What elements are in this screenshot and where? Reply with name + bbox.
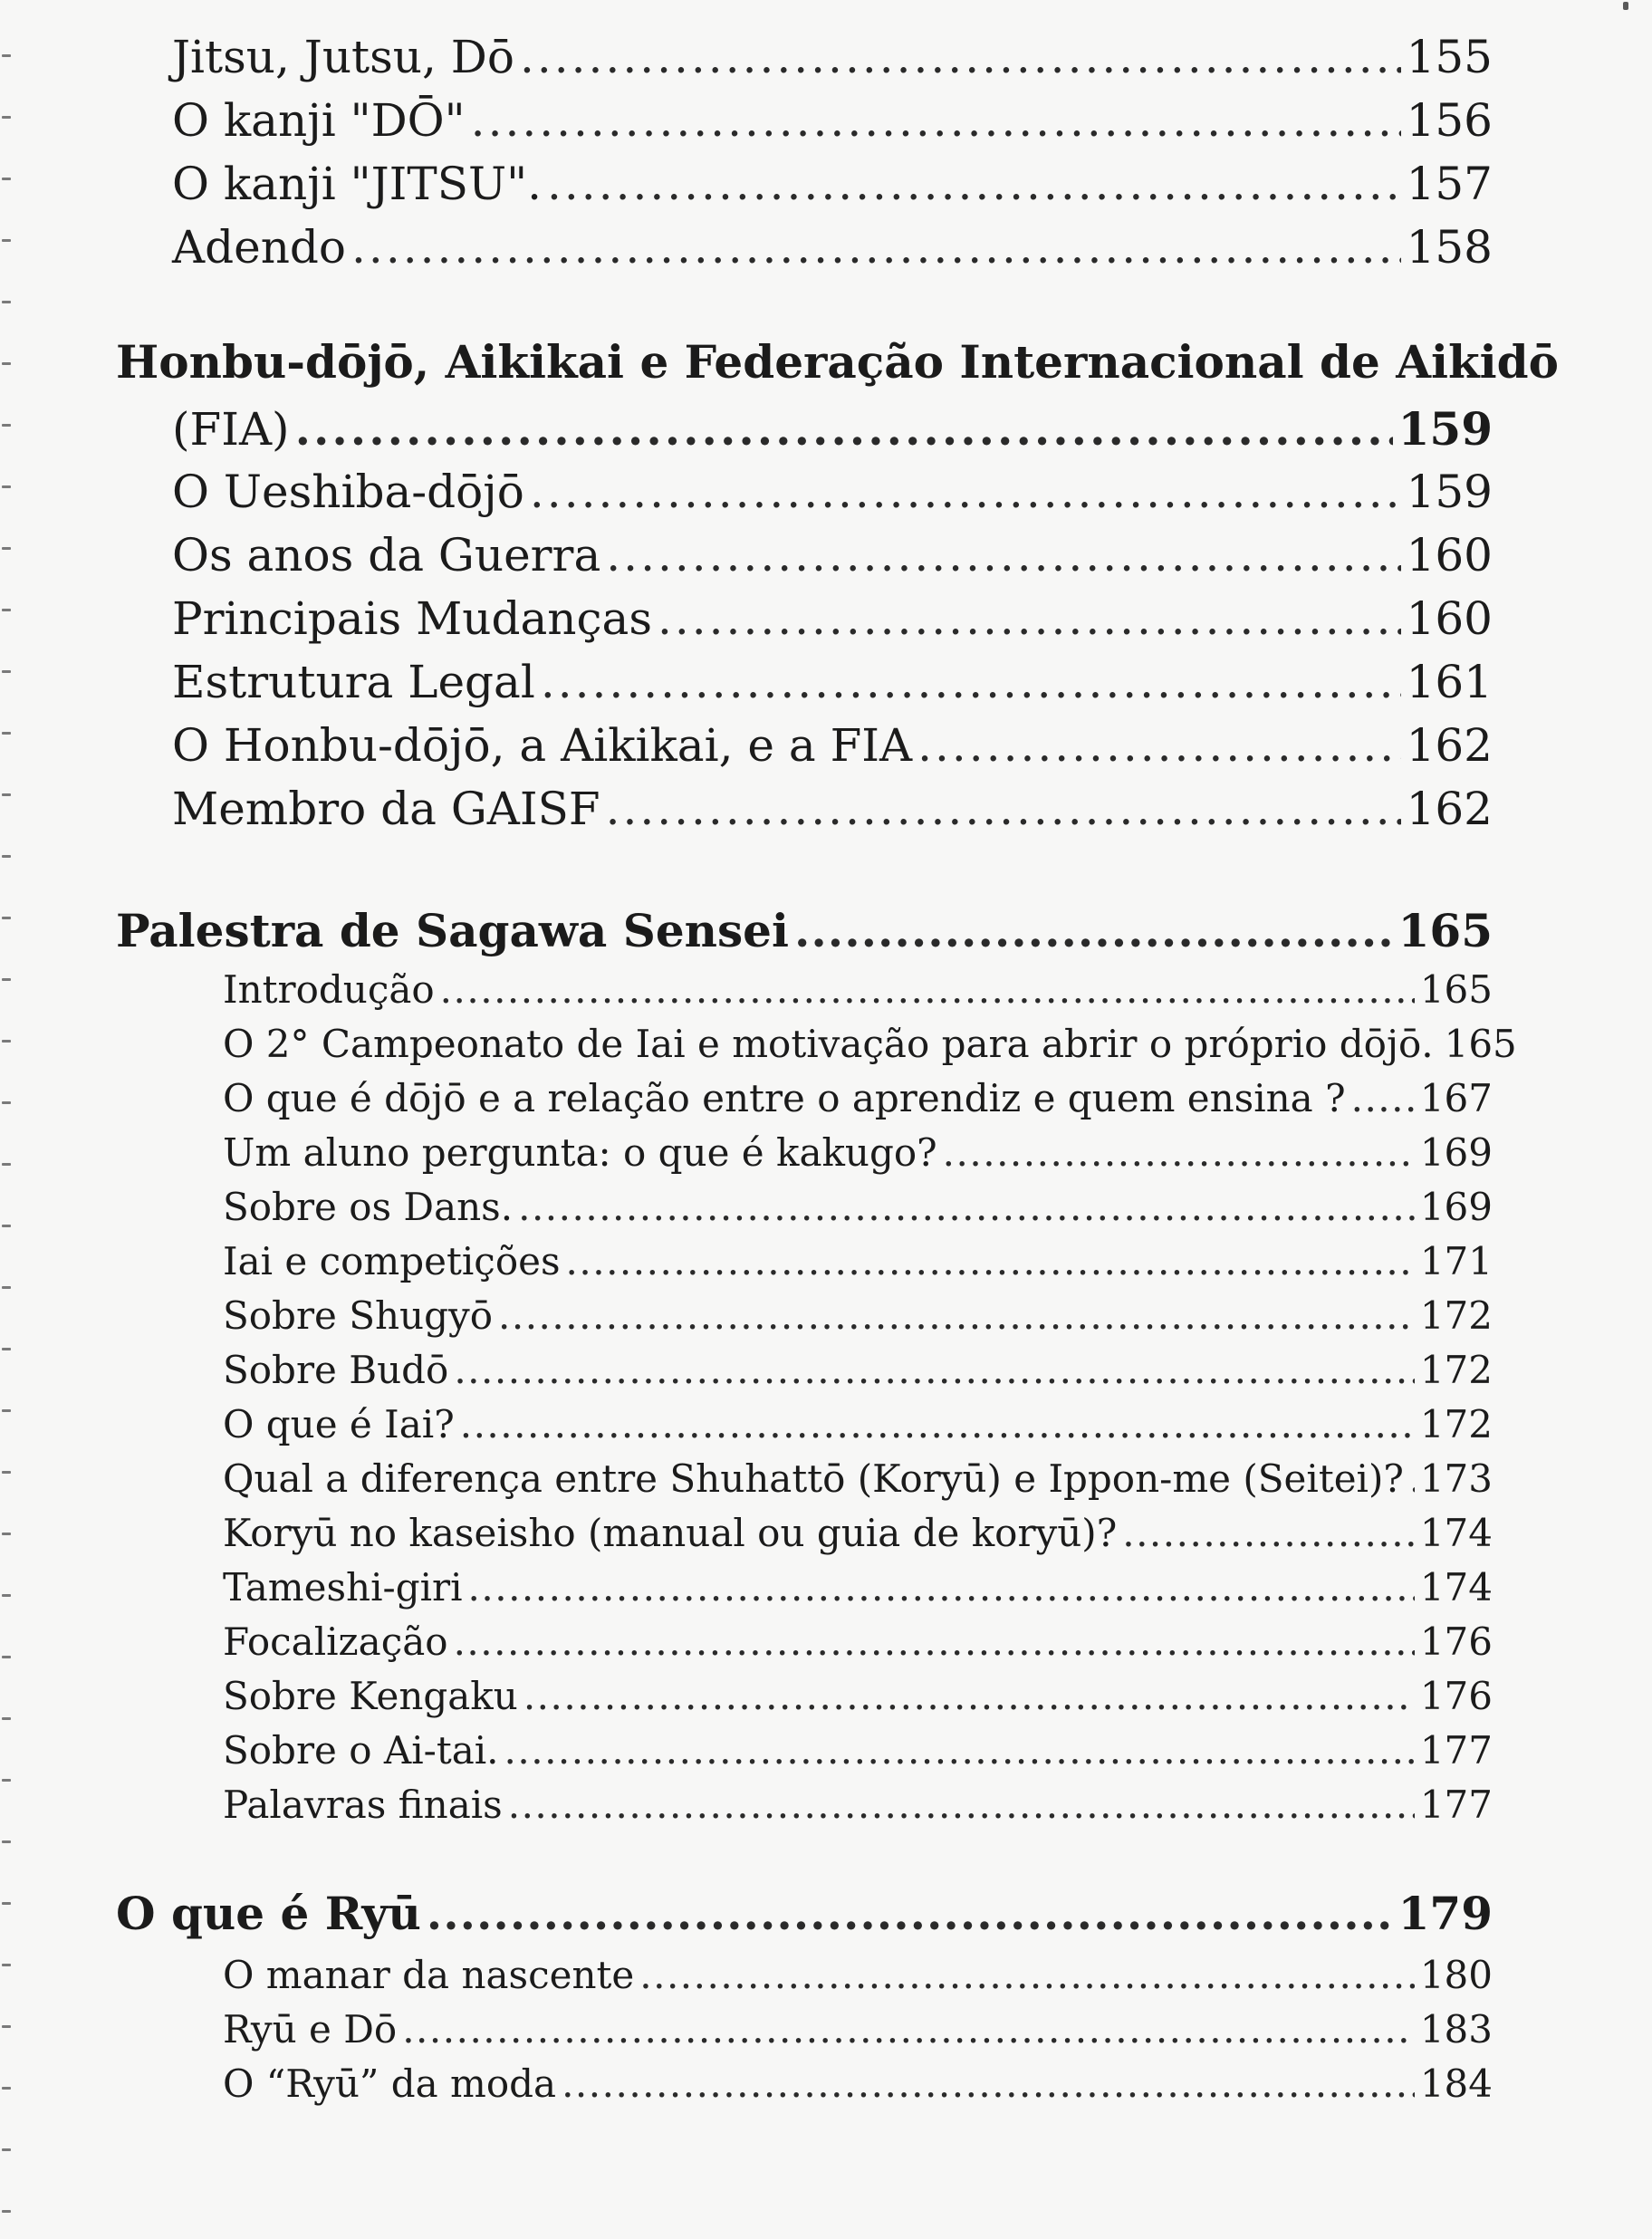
toc-entry-title: Jitsu, Jutsu, Dō: [172, 31, 514, 83]
leader-dots: [541, 656, 1401, 708]
toc-entry-title: Adendo: [172, 221, 347, 274]
leader-dots: [1409, 1456, 1415, 1501]
toc-entry-page: 180: [1419, 1953, 1493, 1997]
leader-dots: [530, 466, 1401, 518]
toc-entry-title: O kanji "JITSU".: [172, 158, 543, 210]
toc-entry-title: Qual a diferença entre Shuhattō (Koryū) e Ippon-me (Seitei)?: [223, 1456, 1404, 1501]
toc-entry-title: Principais Mudanças: [172, 592, 652, 645]
leader-dots: [606, 783, 1401, 835]
toc-entry-page: 183: [1419, 2007, 1493, 2052]
toc-entry[interactable]: [172, 783, 1493, 835]
toc-entry-title: Introdução: [223, 967, 435, 1012]
toc-entry[interactable]: [223, 1511, 1493, 1555]
toc-entry[interactable]: [172, 592, 1493, 645]
leader-dots: [427, 1887, 1393, 1940]
toc-entry-page: 177: [1419, 1728, 1493, 1773]
toc-entry[interactable]: [172, 221, 1493, 274]
section-heading-sagawa[interactable]: [116, 904, 1493, 957]
toc-entry[interactable]: [172, 158, 1493, 210]
toc-entry-page: 174: [1419, 1565, 1493, 1610]
leader-dots: [943, 1130, 1415, 1175]
leader-dots: [454, 1348, 1415, 1392]
toc-entry[interactable]: [223, 2007, 1493, 2052]
toc-entry-page: 159: [1406, 466, 1493, 518]
toc-entry-page: 172: [1419, 1293, 1493, 1338]
toc-entry[interactable]: [172, 529, 1493, 581]
toc-entry-title: Sobre o Ai-tai.: [223, 1728, 499, 1773]
toc-entry-title: Os anos da Guerra: [172, 529, 601, 581]
toc-entry-title: O Honbu-dōjō, a Aikikai, e a FIA: [172, 719, 913, 772]
toc-entry-page: 176: [1419, 1674, 1493, 1718]
toc-entry-page: 155: [1406, 31, 1493, 83]
toc-entry-page: 162: [1406, 783, 1493, 835]
leader-dots: [566, 1239, 1415, 1283]
leader-dots: [639, 1953, 1415, 1997]
toc-entry-title: Um aluno pergunta: o que é kakugo?: [223, 1130, 937, 1175]
toc-entry[interactable]: [172, 719, 1493, 772]
leader-dots: [917, 719, 1400, 772]
section-heading-ryu[interactable]: [116, 1887, 1493, 1940]
toc-entry[interactable]: [223, 1456, 1493, 1501]
toc-entry-page: 177: [1419, 1783, 1493, 1827]
toc-entry-title: O que é Iai?: [223, 1402, 455, 1446]
toc-entry[interactable]: [172, 31, 1493, 83]
toc-entry-title: Membro da GAISF: [172, 783, 600, 835]
toc-entry-page: 169: [1419, 1130, 1493, 1175]
toc-entry-page: 158: [1406, 221, 1493, 274]
toc-entry-page: 176: [1419, 1619, 1493, 1664]
toc-entry[interactable]: [172, 656, 1493, 708]
toc-entry[interactable]: [223, 1728, 1493, 1773]
toc-entry[interactable]: [223, 1565, 1493, 1610]
leader-dots: [454, 1619, 1415, 1664]
toc-entry[interactable]: [223, 1076, 1493, 1120]
toc-entry-page: 172: [1419, 1348, 1493, 1392]
toc-entry-title: O “Ryū” da moda: [223, 2061, 557, 2106]
leader-dots: [1122, 1511, 1415, 1555]
toc-entry-title: Ryū e Dō: [223, 2007, 398, 2052]
toc-entry-title: (FIA): [172, 403, 290, 456]
leader-dots: [295, 402, 1393, 456]
leader-dots: [508, 1783, 1415, 1827]
toc-entry[interactable]: [172, 466, 1493, 518]
toc-entry-title: Iai e competições: [223, 1239, 561, 1283]
section-page: 179: [1397, 1887, 1493, 1940]
toc-entry-page: 172: [1419, 1402, 1493, 1446]
toc-entry-page: 162: [1406, 719, 1493, 772]
toc-entry-page: 156: [1406, 94, 1493, 147]
toc-entry-page: 160: [1406, 592, 1493, 645]
toc-entry-title: O que é dōjō e a relação entre o aprendiz e quem ensina ?: [223, 1076, 1346, 1120]
section-heading-honbu[interactable]: [172, 402, 1493, 456]
leader-dots: [351, 221, 1401, 274]
toc-entry[interactable]: [172, 94, 1493, 147]
toc-entry-page: 171: [1419, 1239, 1493, 1283]
leader-dots: [520, 31, 1401, 83]
toc-entry-page: 165: [1419, 967, 1493, 1012]
toc-entry-title: Palavras finais: [223, 1783, 503, 1827]
leader-dots: [402, 2007, 1415, 2052]
toc-entry[interactable]: [223, 2061, 1493, 2106]
leader-dots: [504, 1728, 1415, 1773]
toc-entry[interactable]: [223, 1185, 1493, 1229]
toc-entry[interactable]: [223, 1293, 1493, 1338]
toc-entry[interactable]: [223, 1674, 1493, 1718]
toc-entry[interactable]: [223, 967, 1493, 1012]
toc-entry-page: 173: [1419, 1456, 1493, 1501]
leader-dots: [658, 592, 1401, 645]
toc-entry-page: 160: [1406, 529, 1493, 581]
leader-dots: [523, 1674, 1415, 1718]
leader-dots: [468, 1565, 1415, 1610]
toc-entry-title: Sobre os Dans.: [223, 1185, 514, 1229]
toc-entry-title: Koryū no kaseisho (manual ou guia de koryū)?: [223, 1511, 1118, 1555]
toc-entry-title: Tameshi-giri: [223, 1565, 463, 1610]
leader-dots: [547, 158, 1401, 210]
leader-dots: [1351, 1076, 1415, 1120]
toc-entry[interactable]: [223, 1402, 1493, 1446]
toc-entry-title: O kanji "DŌ": [172, 94, 466, 147]
section-page: 165: [1397, 904, 1493, 957]
toc-entry[interactable]: [223, 1348, 1493, 1392]
toc-entry-page: 167: [1419, 1076, 1493, 1120]
toc-entry-page: 157: [1406, 158, 1493, 210]
toc-entry[interactable]: [223, 1130, 1493, 1175]
toc-entry-title: O manar da nascente: [223, 1953, 635, 1997]
toc-entry-page: 159: [1397, 402, 1493, 456]
leader-dots: [518, 1185, 1415, 1229]
toc-entry[interactable]: [223, 1239, 1493, 1283]
toc-entry-page: 165: [1444, 1022, 1517, 1066]
leader-dots: [606, 529, 1400, 581]
toc-entry-page: 161: [1406, 656, 1493, 708]
section-title: Palestra de Sagawa Sensei: [116, 904, 789, 957]
section-title: O que é Ryū: [116, 1887, 421, 1940]
toc-entry-title: Sobre Budō: [223, 1348, 449, 1392]
toc-entry-title: Sobre Kengaku: [223, 1674, 518, 1718]
leader-dots: [471, 94, 1401, 147]
toc-entry-title: O Ueshiba-dōjō: [172, 466, 524, 518]
leader-dots: [440, 967, 1415, 1012]
leader-dots: [562, 2061, 1415, 2106]
leader-dots: [498, 1293, 1415, 1338]
toc-entry[interactable]: [223, 1619, 1493, 1664]
toc-entry[interactable]: [223, 1783, 1493, 1827]
toc-entry[interactable]: [223, 1022, 1517, 1066]
toc-entry-title: Sobre Shugyō: [223, 1293, 493, 1338]
toc-entry-title: O 2° Campeonato de Iai e motivação para abrir o próprio dōjō.: [223, 1022, 1434, 1066]
leader-dots: [794, 904, 1393, 957]
toc-entry-title: Estrutura Legal: [172, 656, 535, 708]
toc-entry-title: Focalização: [223, 1619, 448, 1664]
toc-entry-page: 174: [1419, 1511, 1493, 1555]
toc-entry-page: 184: [1419, 2061, 1493, 2106]
toc-entry-page: 169: [1419, 1185, 1493, 1229]
section-title-honbu[interactable]: Honbu-dōjō, Aikikai e Federação Internacional de Aikidō: [116, 335, 1559, 389]
leader-dots: [460, 1402, 1415, 1446]
toc-entry[interactable]: [223, 1953, 1493, 1997]
